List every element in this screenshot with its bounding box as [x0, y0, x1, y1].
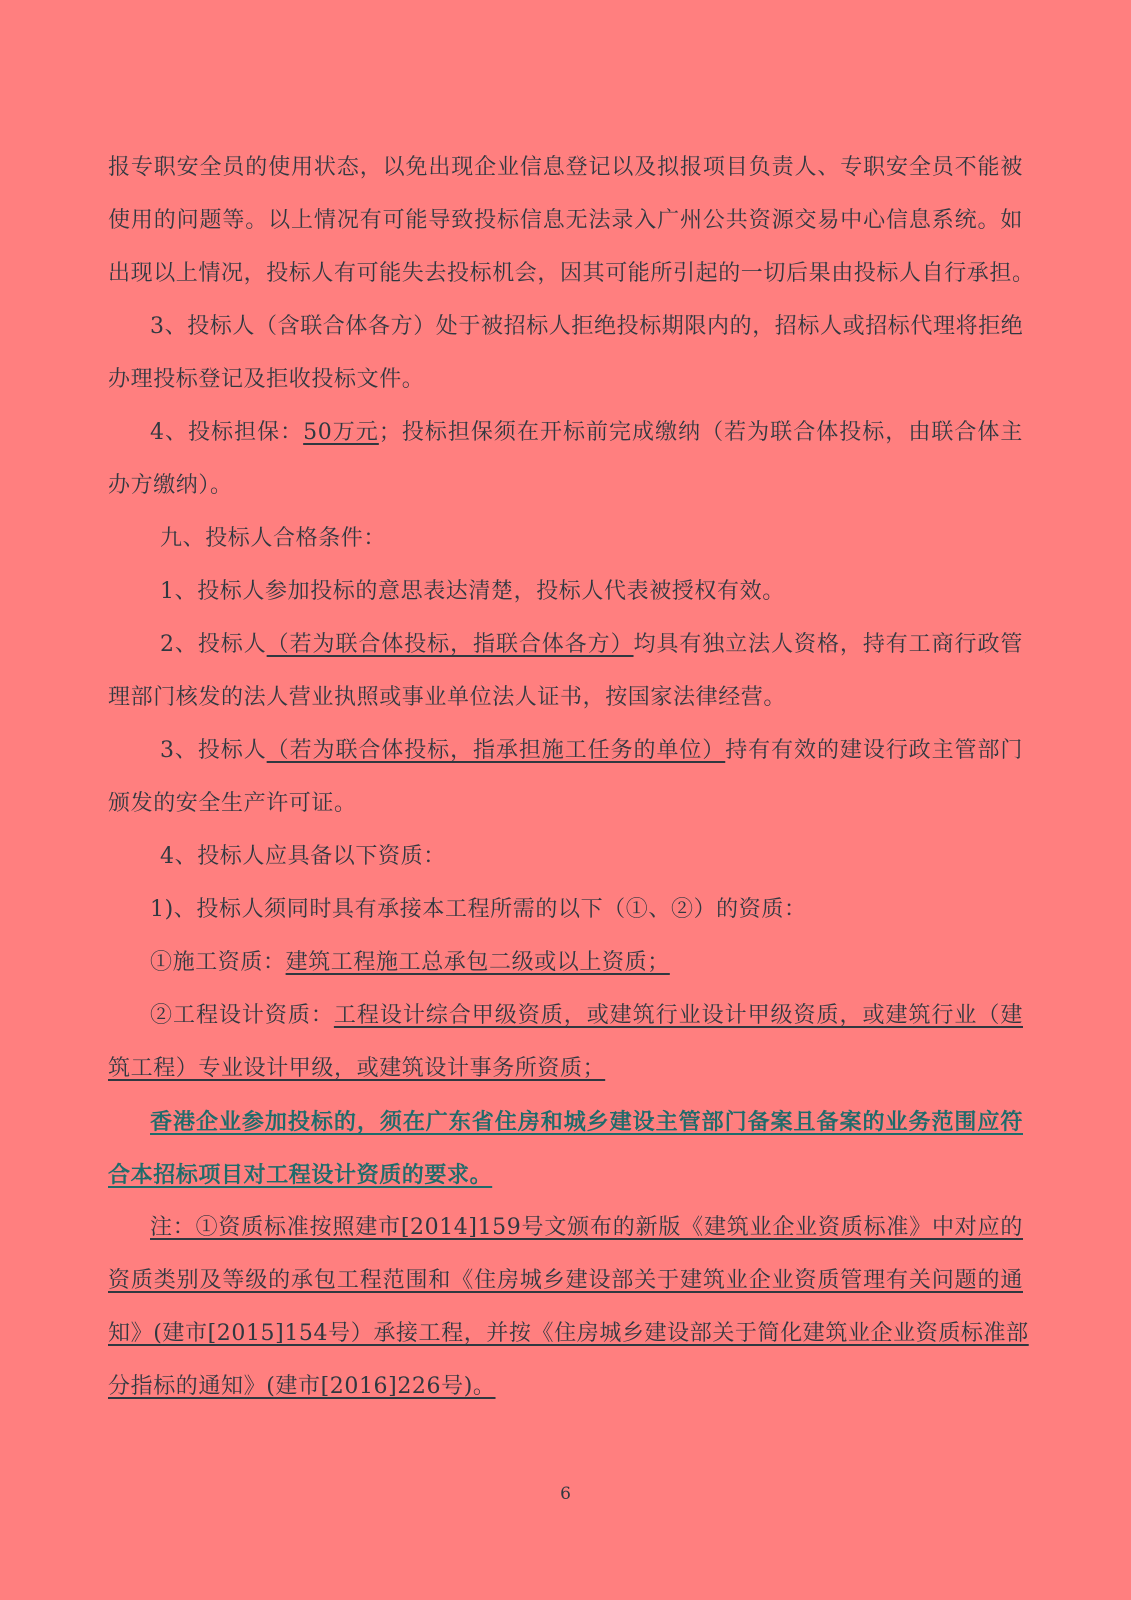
paragraph-line: 3、投标人（若为联合体投标，指承担施工任务的单位）持有有效的建设行政主管部门 [160, 738, 1023, 763]
note-line: 资质类别及等级的承包工程范围和《住房城乡建设部关于建筑业企业资质管理有关问题的通 [108, 1268, 1023, 1293]
paragraph-line: 办理投标登记及拒收投标文件。 [108, 367, 425, 392]
note-line: 分指标的通知》(建市[2016]226号)。 [108, 1374, 496, 1399]
note-line: 知》(建市[2015]154号）承接工程，并按《住房城乡建设部关于简化建筑业企业资质标准部 [108, 1321, 1029, 1346]
paragraph-line: 理部门核发的法人营业执照或事业单位法人证书，按国家法律经营。 [108, 685, 787, 710]
bid-bond-amount: 50万元 [303, 420, 379, 445]
qualification-line: ①施工资质：建筑工程施工总承包二级或以上资质； [150, 950, 670, 975]
paragraph-line: 办方缴纳）。 [108, 473, 233, 498]
paragraph-line: 报专职安全员的使用状态，以免出现企业信息登记以及拟报项目负责人、专职安全员不能被 [108, 155, 1023, 180]
hk-enterprise-note: 合本招标项目对工程设计资质的要求。 [108, 1162, 493, 1188]
page-number: 6 [560, 1484, 571, 1504]
bid-bond-line: 4、投标担保：50万元；投标担保须在开标前完成缴纳（若为联合体投标，由联合体主 [150, 420, 1023, 445]
paragraph-line: 4、投标人应具备以下资质： [160, 844, 446, 869]
paragraph-line: 颁发的安全生产许可证。 [108, 791, 357, 816]
paragraph-line: 3、投标人（含联合体各方）处于被招标人拒绝投标期限内的，招标人或招标代理将拒绝 [150, 314, 1024, 339]
qualification-line: 筑工程）专业设计甲级，或建筑设计事务所资质； [108, 1056, 606, 1081]
section-heading: 九、投标人合格条件： [160, 526, 387, 551]
paragraph-line: 2、投标人（若为联合体投标，指联合体各方）均具有独立法人资格，持有工商行政管 [160, 632, 1024, 657]
paragraph-line: 使用的问题等。以上情况有可能导致投标信息无法录入广州公共资源交易中心信息系统。如 [108, 208, 1023, 233]
paragraph-line: 出现以上情况，投标人有可能失去投标机会，因其可能所引起的一切后果由投标人自行承担。 [108, 261, 1035, 286]
hk-enterprise-note: 香港企业参加投标的，须在广东省住房和城乡建设主管部门备案且备案的业务范围应符 [150, 1109, 1023, 1135]
paragraph-line: 1、投标人参加投标的意思表达清楚，投标人代表被授权有效。 [160, 579, 785, 604]
note-line: 注：①资质标准按照建市[2014]159号文颁布的新版《建筑业企业资质标准》中对应的 [150, 1215, 1023, 1240]
paragraph-line: 1)、投标人须同时具有承接本工程所需的以下（①、②）的资质： [150, 897, 807, 922]
qualification-line: ②工程设计资质：工程设计综合甲级资质，或建筑行业设计甲级资质，或建筑行业（建 [150, 1003, 1023, 1028]
